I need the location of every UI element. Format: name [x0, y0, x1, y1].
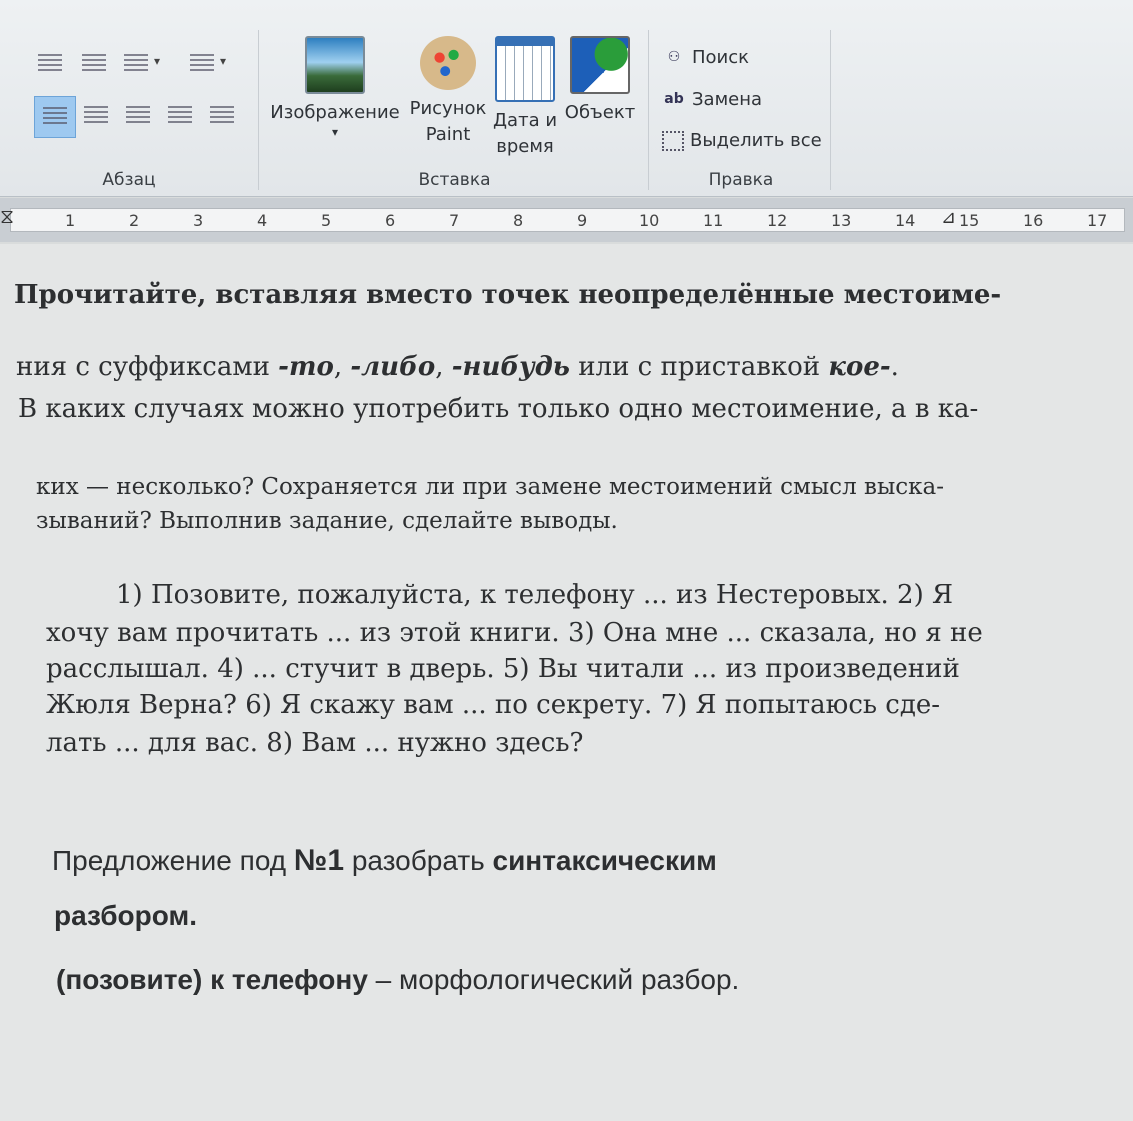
ruler-track[interactable]: [10, 208, 1125, 232]
select-all-label: Выделить все: [690, 130, 822, 151]
separator: [830, 30, 831, 190]
note-line-3-a: (позовите) к телефону: [56, 964, 368, 995]
prefix-koe: кое-: [828, 352, 891, 382]
ruler-tick: 15: [959, 211, 980, 230]
exercise-line-2: хочу вам прочитать ... из этой книги. 3) Она мне ... сказала, но я не: [46, 618, 983, 648]
replace-icon: ab: [664, 91, 684, 107]
increase-indent-icon[interactable]: [82, 54, 108, 76]
exercise-line-4: Жюля Верна? 6) Я скажу вам ... по секрету. 7) Я попытаюсь сде-: [46, 690, 941, 720]
insert-object-label: Объект: [564, 102, 636, 123]
justify-icon[interactable]: [168, 106, 194, 128]
ruler-tick: 10: [639, 211, 660, 230]
separator: [258, 30, 259, 190]
suffix-to: -то: [278, 352, 334, 382]
exercise-line-1: 1) Позовите, пожалуйста, к телефону ... из Нестеровых. 2) Я: [116, 580, 953, 610]
note-line-1-a: Предложение под: [52, 845, 294, 876]
exercise-line-3: расслышал. 4) ... стучит в дверь. 5) Вы читали ... из произведений: [46, 654, 960, 684]
ruler-tick: 5: [321, 211, 332, 230]
select-all-icon: [662, 131, 684, 151]
line-spacing-icon[interactable]: ▾: [190, 54, 216, 76]
image-icon: [305, 36, 365, 94]
find-button[interactable]: [662, 46, 749, 68]
task-line-3: В каких случаях можно употребить только одно местоимение, а в ка-: [18, 394, 979, 424]
ruler: [0, 198, 1133, 242]
task-line-4: ких — несколько? Сохраняется ли при замене местоимений смысл выска-: [36, 474, 944, 500]
paragraph-settings-icon[interactable]: [210, 106, 236, 128]
insert-group: [262, 0, 647, 196]
note-line-3: [56, 964, 739, 996]
task-line-2-text-b: или с приставкой: [569, 352, 829, 382]
datetime-button[interactable]: [490, 36, 560, 160]
task-line-2-text: ния с суффиксами: [16, 352, 279, 382]
exercise-line-5: лать ... для вас. 8) Вам ... нужно здесь?: [46, 728, 584, 758]
ruler-tick: 11: [703, 211, 724, 230]
paragraph-group: [0, 0, 258, 196]
ribbon: [0, 0, 1133, 197]
insert-image-button[interactable]: [266, 36, 404, 138]
insert-group-label: Вставка: [418, 170, 491, 190]
ruler-tick: 9: [577, 211, 588, 230]
paint-button[interactable]: [408, 36, 488, 148]
left-indent-marker-icon[interactable]: ⧖: [0, 204, 15, 228]
ruler-tick: 3: [193, 211, 204, 230]
comma: ,: [333, 352, 351, 382]
document-page[interactable]: [0, 244, 1133, 1121]
paint-label-2: Paint: [425, 124, 471, 145]
datetime-label-1: Дата и: [492, 110, 558, 131]
task-line-1: Прочитайте, вставляя вместо точек неопределённые местоиме-: [14, 280, 1002, 310]
ruler-tick: 13: [831, 211, 852, 230]
replace-label: Замена: [692, 88, 763, 110]
align-right-icon[interactable]: [126, 106, 152, 128]
chevron-down-icon: ▾: [331, 125, 339, 139]
period: .: [890, 352, 899, 382]
insert-object-button[interactable]: [560, 36, 640, 126]
task-line-2: [16, 352, 899, 382]
insert-image-label: Изображение: [270, 102, 400, 123]
select-all-button[interactable]: [662, 130, 822, 151]
note-line-1: [52, 844, 717, 878]
ruler-tick: 16: [1023, 211, 1044, 230]
align-left-button[interactable]: [34, 96, 76, 138]
replace-button[interactable]: [662, 88, 762, 110]
binoculars-icon: ⚇: [667, 49, 681, 65]
note-line-2: разбором.: [54, 900, 197, 931]
suffix-libo: -либо: [350, 352, 436, 382]
separator: [648, 30, 649, 190]
ruler-tick: 17: [1087, 211, 1108, 230]
note-line-1-b: разобрать: [344, 845, 493, 876]
paragraph-group-label: Абзац: [102, 170, 156, 190]
paint-palette-icon: [420, 36, 476, 90]
ruler-tick: 12: [767, 211, 788, 230]
editing-group-label: Правка: [708, 170, 774, 190]
object-icon: [570, 36, 630, 94]
sentence-number: №1: [293, 844, 345, 877]
ruler-tick: 1: [65, 211, 76, 230]
bullet-list-icon[interactable]: ▾: [124, 54, 150, 76]
ruler-tick: 4: [257, 211, 268, 230]
right-indent-marker-icon[interactable]: ⊿: [941, 207, 957, 228]
align-center-icon[interactable]: [84, 106, 110, 128]
ruler-tick: 6: [385, 211, 396, 230]
datetime-label-2: время: [496, 136, 554, 157]
suffix-nibud: -нибудь: [451, 352, 570, 382]
ruler-tick: 7: [449, 211, 460, 230]
note-line-3-b: – морфологический разбор.: [367, 964, 740, 995]
calendar-clock-icon: [495, 36, 555, 102]
ruler-tick: 14: [895, 211, 916, 230]
task-line-5: зываний? Выполнив задание, сделайте выводы.: [36, 508, 618, 534]
paint-label-1: Рисунок: [409, 98, 487, 119]
ruler-tick: 8: [513, 211, 524, 230]
decrease-indent-icon[interactable]: [38, 54, 64, 76]
note-line-1-c: синтаксическим: [492, 845, 717, 876]
comma: ,: [435, 352, 452, 382]
ruler-tick: 2: [129, 211, 140, 230]
find-label: Поиск: [692, 46, 750, 68]
